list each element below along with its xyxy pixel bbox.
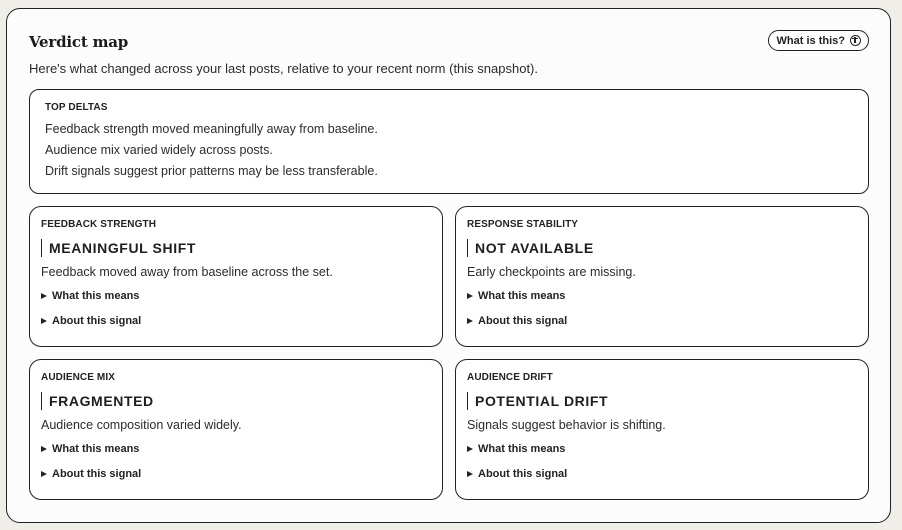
disclosure-triangle-icon (41, 293, 47, 299)
signal-label: FEEDBACK STRENGTH (41, 219, 157, 230)
signal-verdict: FRAGMENTED (41, 392, 431, 410)
delta-item: Audience mix varied widely across posts. (45, 143, 273, 157)
about-this-signal-toggle[interactable] (467, 314, 857, 328)
signal-verdict: MEANINGFUL SHIFT (41, 239, 431, 257)
page-subtitle: Here's what changed across your last posts, relative to your recent norm (this snapshot). (29, 61, 538, 76)
toggle-label: About this signal (52, 468, 142, 480)
signal-description: Audience composition varied widely. (41, 418, 242, 432)
disclosure-triangle-icon (467, 471, 473, 477)
signal-card-feedback-strength (29, 206, 443, 347)
info-icon (850, 35, 861, 46)
disclosure-triangle-icon (467, 293, 473, 299)
toggle-label: What this means (52, 290, 140, 302)
signal-description: Early checkpoints are missing. (467, 265, 636, 279)
signal-card-audience-drift (455, 359, 869, 500)
delta-item: Drift signals suggest prior patterns may be less transferable. (45, 164, 378, 178)
toggle-label: About this signal (478, 468, 568, 480)
delta-item: Feedback strength moved meaningfully away from baseline. (45, 122, 378, 136)
disclosure-triangle-icon (41, 471, 47, 477)
toggle-label: About this signal (478, 315, 568, 327)
signal-label: AUDIENCE DRIFT (467, 372, 553, 383)
what-this-means-toggle[interactable] (467, 289, 857, 303)
help-button-label: What is this? (776, 34, 845, 47)
top-deltas-box (29, 89, 869, 194)
toggle-label: What this means (478, 443, 566, 455)
signal-card-audience-mix (29, 359, 443, 500)
disclosure-triangle-icon (41, 318, 47, 324)
page-title: Verdict map (29, 33, 129, 51)
signal-description: Feedback moved away from baseline across the set. (41, 265, 333, 279)
toggle-label: What this means (52, 443, 140, 455)
about-this-signal-toggle[interactable] (467, 467, 857, 481)
disclosure-triangle-icon (41, 446, 47, 452)
verdict-map-panel (6, 8, 891, 523)
signal-label: RESPONSE STABILITY (467, 219, 579, 230)
what-is-this-button[interactable] (768, 30, 869, 51)
what-this-means-toggle[interactable] (41, 289, 431, 303)
disclosure-triangle-icon (467, 446, 473, 452)
signal-card-response-stability (455, 206, 869, 347)
about-this-signal-toggle[interactable] (41, 467, 431, 481)
signal-description: Signals suggest behavior is shifting. (467, 418, 666, 432)
signal-verdict: POTENTIAL DRIFT (467, 392, 857, 410)
about-this-signal-toggle[interactable] (41, 314, 431, 328)
top-deltas-label: TOP DELTAS (45, 102, 108, 113)
signal-label: AUDIENCE MIX (41, 372, 115, 383)
what-this-means-toggle[interactable] (467, 442, 857, 456)
toggle-label: About this signal (52, 315, 142, 327)
disclosure-triangle-icon (467, 318, 473, 324)
what-this-means-toggle[interactable] (41, 442, 431, 456)
signal-verdict: NOT AVAILABLE (467, 239, 857, 257)
toggle-label: What this means (478, 290, 566, 302)
